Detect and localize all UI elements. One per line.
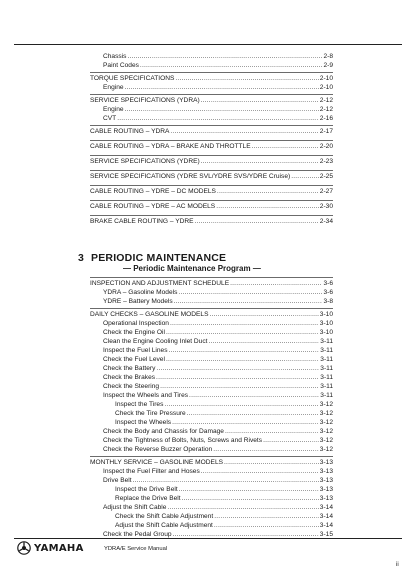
section-divider [90, 456, 333, 457]
leader-dots [133, 477, 319, 485]
toc-entry-page: 2-27 [319, 188, 333, 195]
section-divider [90, 170, 333, 171]
toc-entry[interactable] [115, 410, 333, 418]
leader-dots [140, 62, 323, 70]
toc-entry[interactable] [103, 320, 333, 328]
toc-entry-label: CABLE ROUTING – YDRE – DC MODELS [90, 188, 216, 195]
tuning-forks-icon [17, 541, 31, 555]
toc-entry[interactable] [90, 158, 333, 166]
toc-entry[interactable] [90, 280, 333, 288]
toc-entry-page: 3-13 [319, 477, 333, 484]
yamaha-logo [17, 541, 84, 555]
leader-dots [213, 446, 319, 454]
toc-entry-label: Inspect the Wheels and Tires [103, 392, 189, 399]
toc-entry-label: Check the Engine Oil [103, 329, 165, 336]
toc-entry[interactable] [103, 365, 333, 373]
toc-entry-label: Inspect the Wheels [115, 419, 172, 426]
leader-dots [156, 365, 319, 373]
toc-entry-page: 3-12 [319, 437, 333, 444]
toc-entry[interactable] [103, 428, 333, 436]
toc-entry-page: 3-15 [319, 531, 333, 538]
toc-entry[interactable] [103, 383, 333, 391]
leader-dots [209, 311, 318, 319]
toc-entry[interactable] [103, 53, 333, 61]
leader-dots [291, 173, 319, 181]
toc-entry[interactable] [90, 203, 333, 211]
leader-dots [125, 106, 319, 114]
toc-entry[interactable] [103, 115, 333, 123]
toc-entry-label: Check the Reverse Buzzer Operation [103, 446, 213, 453]
toc-entry-label: Check the Shift Cable Adjustment [115, 513, 214, 520]
toc-entry[interactable] [90, 311, 333, 319]
toc-entry-page: 3-13 [319, 495, 333, 502]
toc-entry[interactable] [103, 338, 333, 346]
toc-entry[interactable] [103, 329, 333, 337]
toc-entry-label: Engine [103, 106, 124, 113]
toc-entry-page: 2-20 [319, 143, 333, 150]
toc-entry[interactable] [103, 106, 333, 114]
leader-dots [189, 392, 319, 400]
toc-entry[interactable] [90, 218, 333, 226]
leader-dots [169, 347, 320, 355]
leader-dots [182, 495, 319, 503]
leader-dots [160, 383, 319, 391]
toc-entry-label: Adjust the Shift Cable Adjustment [115, 522, 213, 529]
section-divider [90, 94, 333, 95]
toc-entry-page: 2-12 [319, 97, 333, 104]
toc-entry-page: 3-6 [323, 289, 333, 296]
toc-entry-label: Check the Fuel Level [103, 356, 165, 363]
toc-entry-page: 3-11 [320, 374, 333, 381]
toc-entry-page: 3-12 [319, 401, 333, 408]
logo-text: YAMAHA [34, 542, 84, 554]
leader-dots [164, 401, 318, 409]
toc-entry-page: 3-11 [320, 365, 333, 372]
header-rule [14, 44, 402, 45]
leader-dots [127, 53, 322, 61]
section-divider [90, 125, 333, 126]
leader-dots [224, 459, 319, 467]
section-divider [90, 72, 333, 73]
manual-name: YDRA/E Service Manual [104, 546, 168, 552]
toc-entry[interactable] [90, 459, 333, 467]
section-divider [90, 308, 333, 309]
toc-entry[interactable] [103, 468, 333, 476]
leader-dots [117, 115, 319, 123]
toc-entry-label: Check the Pedal Group [103, 531, 172, 538]
toc-entry[interactable] [103, 62, 333, 70]
toc-entry[interactable] [103, 84, 333, 92]
toc-entry-page: 3-14 [319, 504, 333, 511]
toc-entry[interactable] [115, 419, 333, 427]
toc-entry[interactable] [103, 347, 333, 355]
toc-entry-page: 2-12 [319, 106, 333, 113]
toc-entry-page: 3-10 [319, 320, 333, 327]
toc-entry[interactable] [103, 298, 333, 306]
leader-dots [216, 203, 319, 211]
toc-entry-page: 2-16 [319, 115, 333, 122]
toc-entry-label: CABLE ROUTING – YDRA – BRAKE AND THROTTLE [90, 143, 251, 150]
toc-entry[interactable] [90, 75, 333, 83]
leader-dots [201, 468, 319, 476]
toc-entry-label: YDRA – Gasoline Models [103, 289, 178, 296]
leader-dots [195, 218, 319, 226]
toc-entry[interactable] [115, 495, 333, 503]
toc-entry-label: Check the Battery [103, 365, 156, 372]
toc-entry-page: 3-11 [320, 356, 333, 363]
toc-entry-page: 2-9 [323, 62, 333, 69]
toc-entry-label: BRAKE CABLE ROUTING – YDRE [90, 218, 194, 225]
toc-entry-label: Operational Inspection [103, 320, 169, 327]
toc-entry[interactable] [90, 97, 333, 105]
toc-entry-label: DAILY CHECKS – GASOLINE MODELS [90, 311, 209, 318]
section-divider [90, 277, 333, 278]
section-divider [90, 200, 333, 201]
toc-entry-label: SERVICE SPECIFICATIONS (YDRE) [90, 158, 200, 165]
leader-dots [230, 280, 322, 288]
toc-entry-label: Clean the Engine Cooling Inlet Duct [103, 338, 208, 345]
toc-entry-label: Inspect the Fuel Lines [103, 347, 168, 354]
leader-dots [167, 504, 318, 512]
toc-entry[interactable] [103, 392, 333, 400]
page-number: ii [396, 562, 399, 568]
leader-dots [263, 437, 319, 445]
toc-entry-page: 2-10 [319, 75, 333, 82]
toc-entry-page: 3-10 [319, 329, 333, 336]
toc-entry-page: 3-11 [320, 383, 333, 390]
toc-entry-label: CABLE ROUTING – YDRA [90, 128, 170, 135]
leader-dots [252, 143, 319, 151]
leader-dots [217, 188, 319, 196]
toc-entry-label: Check the Steering [103, 383, 160, 390]
toc-entry-label: INSPECTION AND ADJUSTMENT SCHEDULE [90, 280, 230, 287]
toc-entry-label: Inspect the Tires [115, 401, 164, 408]
toc-entry[interactable] [103, 356, 333, 364]
toc-entry-label: Engine [103, 84, 124, 91]
toc-entry-label: SERVICE SPECIFICATIONS (YDRA) [90, 97, 200, 104]
toc-entry-page: 3-6 [323, 280, 333, 287]
toc-entry-label: Check the Brakes [103, 374, 156, 381]
toc-entry-label: Check the Tire Pressure [115, 410, 186, 417]
toc-entry[interactable] [103, 504, 333, 512]
toc-entry-page: 3-11 [320, 338, 333, 345]
leader-dots [214, 513, 319, 521]
toc-entry-label: TORQUE SPECIFICATIONS [90, 75, 175, 82]
toc-entry-page: 3-11 [320, 392, 333, 399]
toc-entry-label: YDRE – Battery Models [103, 298, 173, 305]
toc-entry-label: Inspect the Fuel Filter and Hoses [103, 468, 200, 475]
toc-entry-page: 2-34 [319, 218, 333, 225]
toc-entry[interactable] [103, 289, 333, 297]
toc-entry-page: 3-11 [320, 347, 333, 354]
toc-entry[interactable] [103, 437, 333, 445]
toc-entry-page: 2-17 [319, 128, 333, 135]
toc-entry-page: 3-12 [319, 410, 333, 417]
chapter-title: PERIODIC MAINTENANCE [91, 252, 227, 264]
leader-dots [178, 289, 322, 297]
section-divider [90, 140, 333, 141]
toc-entry[interactable] [90, 188, 333, 196]
toc-entry-label: CVT [103, 115, 117, 122]
toc-entry-label: Chassis [103, 53, 127, 60]
leader-dots [125, 84, 319, 92]
toc-entry-page: 3-13 [319, 459, 333, 466]
leader-dots [201, 97, 319, 105]
toc-entry-page: 3-8 [323, 298, 333, 305]
toc-entry-page: 3-12 [319, 446, 333, 453]
toc-entry-page: 3-10 [319, 311, 333, 318]
toc-entry-page: 2-23 [319, 158, 333, 165]
toc-entry[interactable] [103, 446, 333, 454]
leader-dots [175, 75, 318, 83]
toc-entry[interactable] [103, 374, 333, 382]
toc-entry-page: 3-12 [319, 428, 333, 435]
toc-entry-page: 2-30 [319, 203, 333, 210]
leader-dots [201, 158, 319, 166]
section-divider [90, 185, 333, 186]
toc-entry-page: 3-13 [319, 468, 333, 475]
toc-entry-label: Check the Tightness of Bolts, Nuts, Screws and Rivets [103, 437, 263, 444]
toc-entry-label: Paint Codes [103, 62, 139, 69]
toc-entry-page: 3-12 [319, 419, 333, 426]
leader-dots [166, 329, 319, 337]
chapter-subtitle: — Periodic Maintenance Program — [123, 264, 261, 273]
leader-dots [170, 320, 319, 328]
leader-dots [166, 356, 319, 364]
toc-entry-label: MONTHLY SERVICE – GASOLINE MODELS [90, 459, 224, 466]
leader-dots [156, 374, 319, 382]
section-divider [90, 215, 333, 216]
toc-entry-page: 2-25 [319, 173, 333, 180]
toc-entry[interactable] [90, 143, 333, 151]
leader-dots [187, 410, 319, 418]
toc-entry-label: Inspect the Drive Belt [115, 486, 178, 493]
toc-entry-label: SERVICE SPECIFICATIONS (YDRE SVL/YDRE SVS/YDRE Cruise) [90, 173, 291, 180]
toc-entry[interactable] [90, 128, 333, 136]
toc-entry[interactable] [115, 513, 333, 521]
section-divider [90, 155, 333, 156]
toc-entry-page: 3-13 [319, 486, 333, 493]
toc-entry[interactable] [115, 522, 333, 530]
leader-dots [214, 522, 319, 530]
toc-entry[interactable] [90, 173, 333, 181]
toc-entry-label: CABLE ROUTING – YDRE – AC MODELS [90, 203, 216, 210]
footer-rule [14, 538, 402, 539]
toc-entry[interactable] [115, 401, 333, 409]
toc-entry-label: Replace the Drive Belt [115, 495, 181, 502]
toc-entry-label: Check the Body and Chassis for Damage [103, 428, 224, 435]
toc-entry-label: Drive Belt [103, 477, 132, 484]
toc-entry-page: 2-10 [319, 84, 333, 91]
leader-dots [170, 128, 318, 136]
chapter-number: 3 [78, 252, 84, 264]
leader-dots [174, 298, 323, 306]
leader-dots [172, 419, 319, 427]
toc-entry-page: 2-8 [323, 53, 333, 60]
leader-dots [208, 338, 319, 346]
toc-entry-page: 3-14 [319, 513, 333, 520]
toc-entry-label: Adjust the Shift Cable [103, 504, 167, 511]
toc-entry[interactable] [103, 477, 333, 485]
leader-dots [179, 486, 319, 494]
toc-entry-page: 3-14 [319, 522, 333, 529]
toc-entry[interactable] [115, 486, 333, 494]
leader-dots [225, 428, 319, 436]
